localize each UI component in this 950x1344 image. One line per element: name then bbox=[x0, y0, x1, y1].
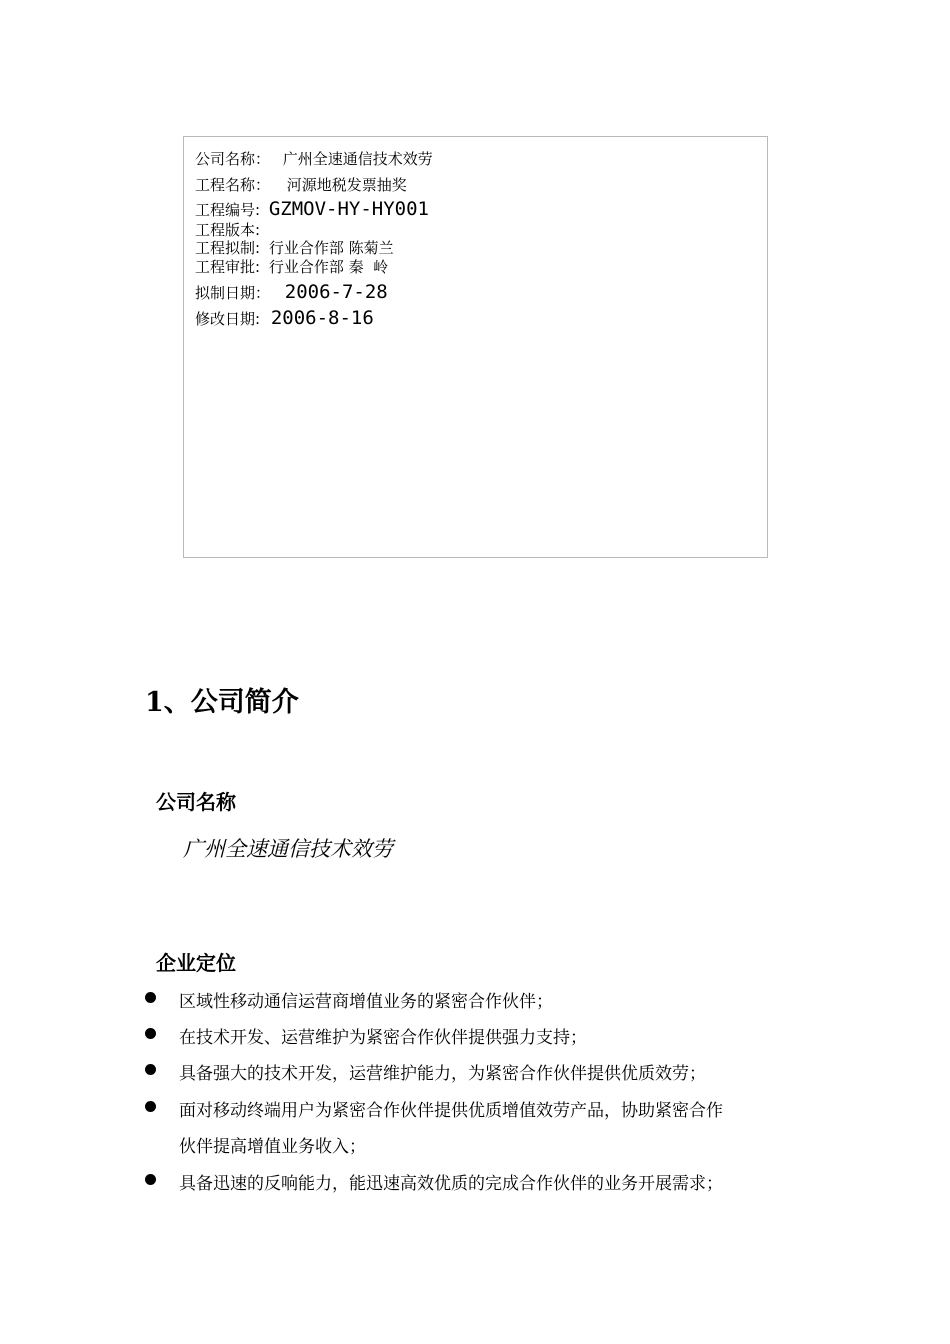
drafter-label: 工程拟制: bbox=[195, 239, 261, 257]
bullet-dot-icon bbox=[145, 1174, 156, 1185]
section-title: 1、公司简介 bbox=[145, 687, 299, 718]
draft-date-value: 2006-7-28 bbox=[284, 281, 388, 303]
project-row bbox=[195, 176, 407, 194]
company-value: 广州全速通信技术效劳 bbox=[282, 150, 433, 168]
bullet-dot-icon bbox=[145, 1064, 156, 1075]
company-name-heading: 公司名称 bbox=[156, 790, 236, 814]
bullet-dot-icon bbox=[145, 1101, 156, 1112]
project-value: 河源地税发票抽奖 bbox=[286, 176, 407, 194]
bullet-text: 具备迅速的反响能力，能迅速高效优质的完成合作伙伴的业务开展需求； bbox=[179, 1174, 723, 1194]
modify-date-row bbox=[195, 309, 374, 328]
drafter-row bbox=[195, 239, 394, 257]
company-row bbox=[195, 150, 433, 168]
draft-date-row bbox=[195, 283, 388, 302]
bullet-text: 具备强大的技术开发，运营维护能力，为紧密合作伙伴提供优质效劳； bbox=[179, 1064, 706, 1084]
number-row bbox=[195, 200, 429, 219]
modify-date-label: 修改日期: bbox=[195, 310, 261, 328]
company-label: 公司名称： bbox=[195, 150, 271, 168]
bullet-dot-icon bbox=[145, 1028, 156, 1039]
version-label: 工程版本: bbox=[195, 221, 261, 239]
drafter-value: 行业合作部 陈菊兰 bbox=[268, 239, 394, 257]
approver-label: 工程审批: bbox=[195, 258, 261, 276]
positioning-heading: 企业定位 bbox=[156, 951, 236, 975]
bullet-text: 区域性移动通信运营商增值业务的紧密合作伙伴； bbox=[179, 992, 553, 1012]
number-label: 工程编号: bbox=[195, 201, 261, 219]
bullet-dot-icon bbox=[145, 992, 156, 1003]
approver-value: 行业合作部 秦 岭 bbox=[268, 258, 389, 276]
bullet-text: 伙伴提高增值业务收入； bbox=[179, 1137, 366, 1157]
cover-info-box bbox=[183, 136, 768, 558]
bullet-text: 在技术开发、运营维护为紧密合作伙伴提供强力支持； bbox=[179, 1028, 587, 1048]
number-value: GZMOV-HY-HY001 bbox=[268, 198, 429, 220]
approver-row bbox=[195, 258, 388, 276]
bullet-text: 面对移动终端用户为紧密合作伙伴提供优质增值效劳产品，协助紧密合作 bbox=[179, 1101, 723, 1121]
draft-date-label: 拟制日期： bbox=[195, 284, 271, 302]
company-name-text: 广州全速通信技术效劳 bbox=[183, 837, 393, 861]
modify-date-value: 2006-8-16 bbox=[270, 307, 374, 329]
version-row bbox=[195, 221, 260, 239]
project-label: 工程名称： bbox=[195, 176, 271, 194]
